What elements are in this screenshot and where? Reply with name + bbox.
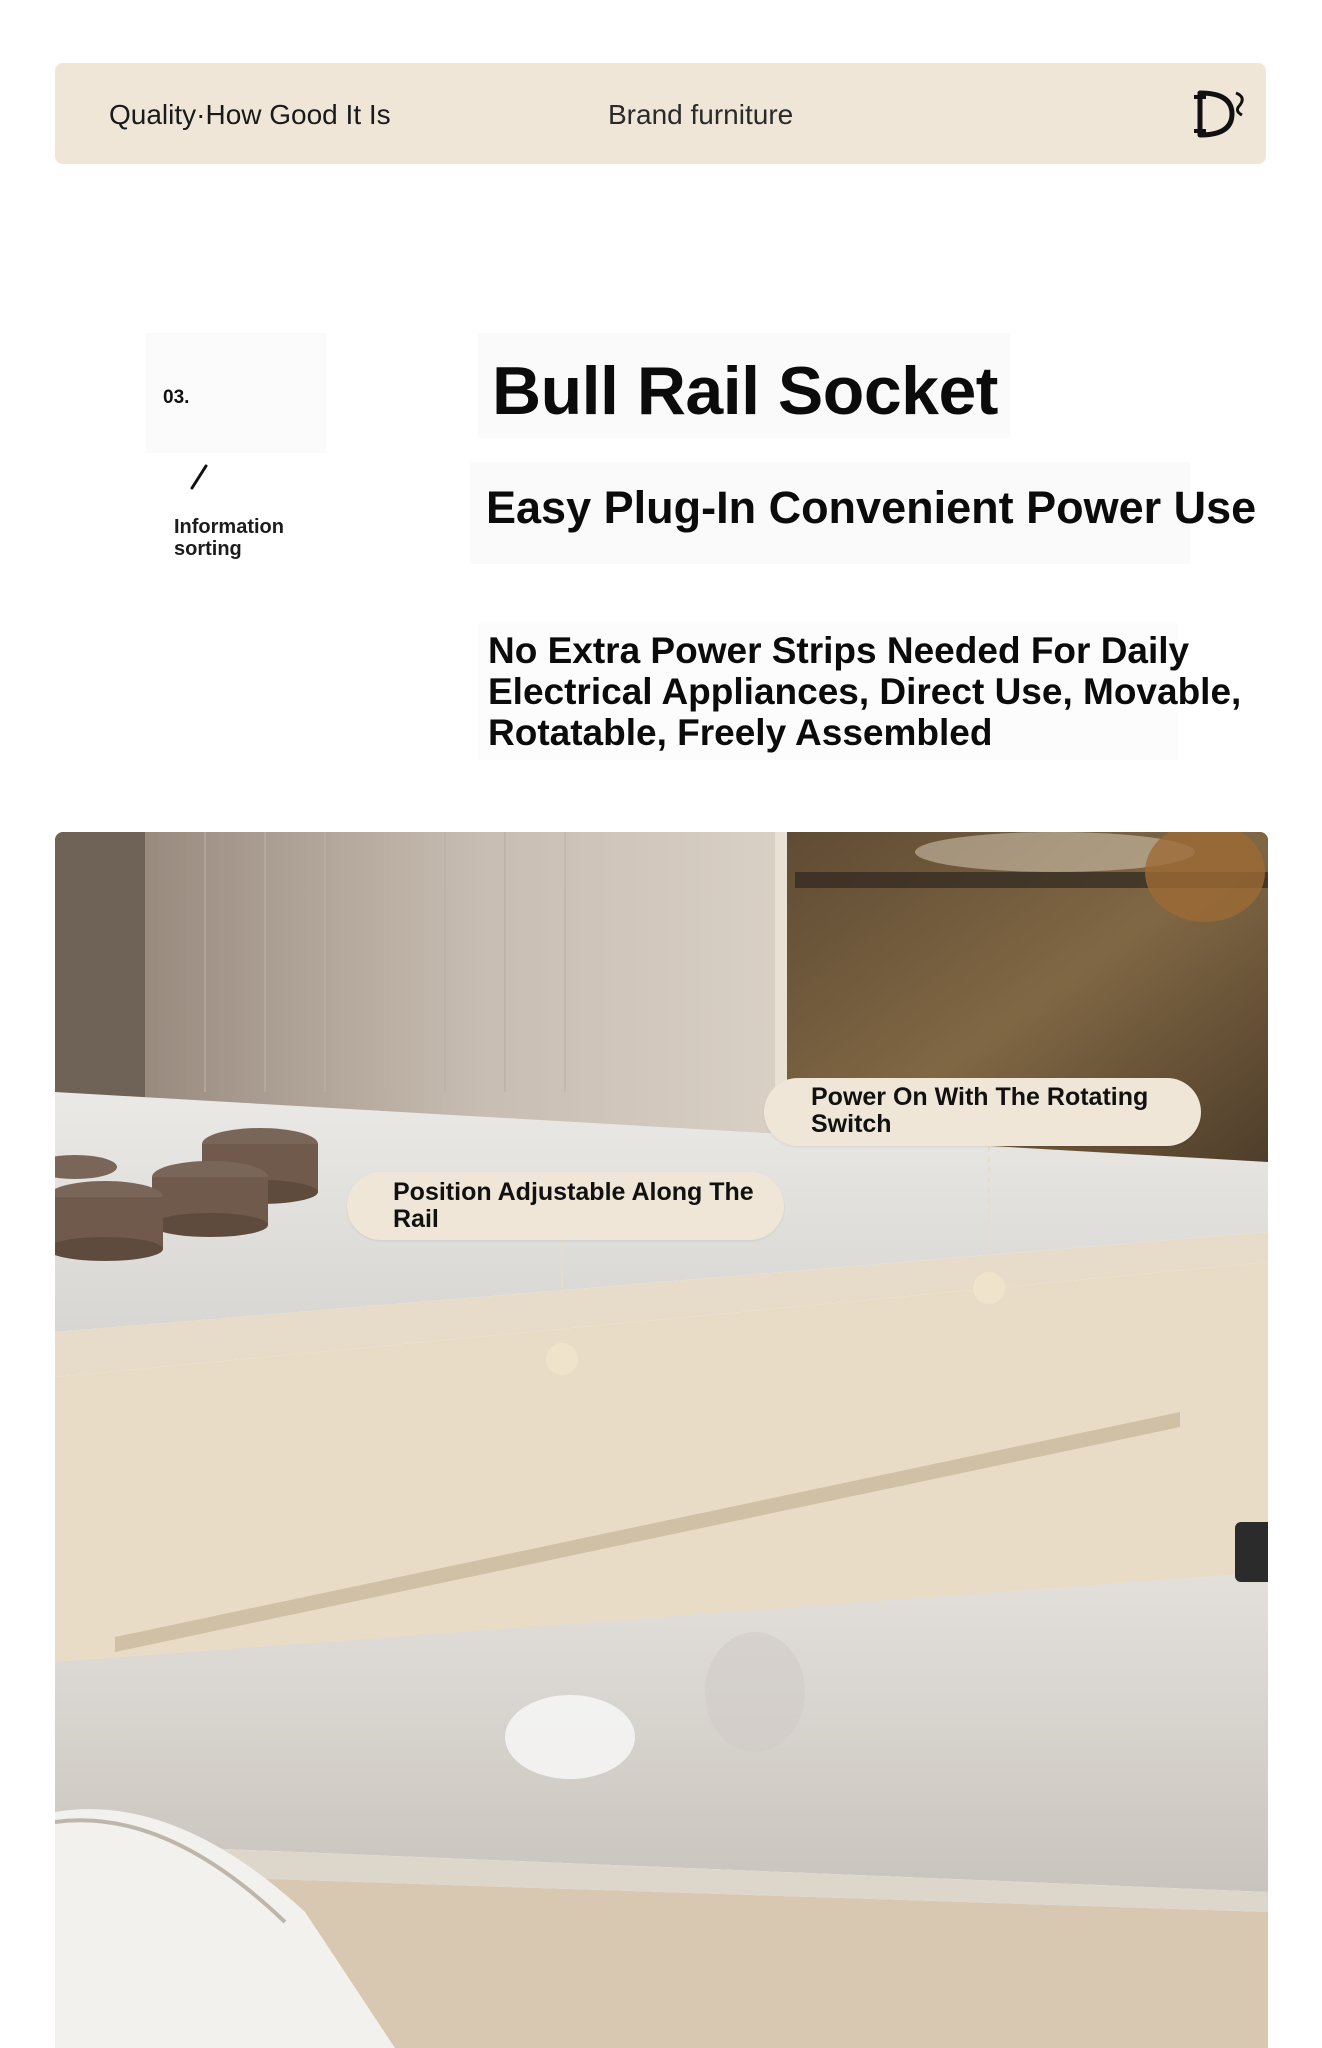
callout-leader-rotate <box>988 1146 990 1286</box>
header-banner <box>55 63 1266 164</box>
section-label: Information sorting <box>174 516 284 560</box>
divider-slash-icon <box>186 463 212 491</box>
section-number: 03. <box>163 387 190 408</box>
product-photo <box>55 832 1268 2048</box>
header-brand-text: Brand furniture <box>608 99 794 130</box>
callout-dot-rotate <box>973 1272 1005 1304</box>
page-title: Bull Rail Socket <box>492 353 998 429</box>
callout-leader-position <box>561 1240 563 1350</box>
brand-logo-icon <box>1190 85 1248 143</box>
callout-dot-position <box>546 1343 578 1375</box>
callout-rail-position: Position Adjustable Along The Rail <box>347 1172 784 1240</box>
product-illustration <box>55 832 1268 2048</box>
page-subtitle: Easy Plug-In Convenient Power Use <box>486 482 1257 533</box>
callout-rotating-switch: Power On With The Rotating Switch <box>764 1078 1201 1146</box>
page-description: No Extra Power Strips Needed For Daily Electrical Appliances, Direct Use, Movable, Rotatable, Freely Assembled <box>488 630 1242 753</box>
header-tagline: Quality·How Good It Is <box>109 99 391 130</box>
